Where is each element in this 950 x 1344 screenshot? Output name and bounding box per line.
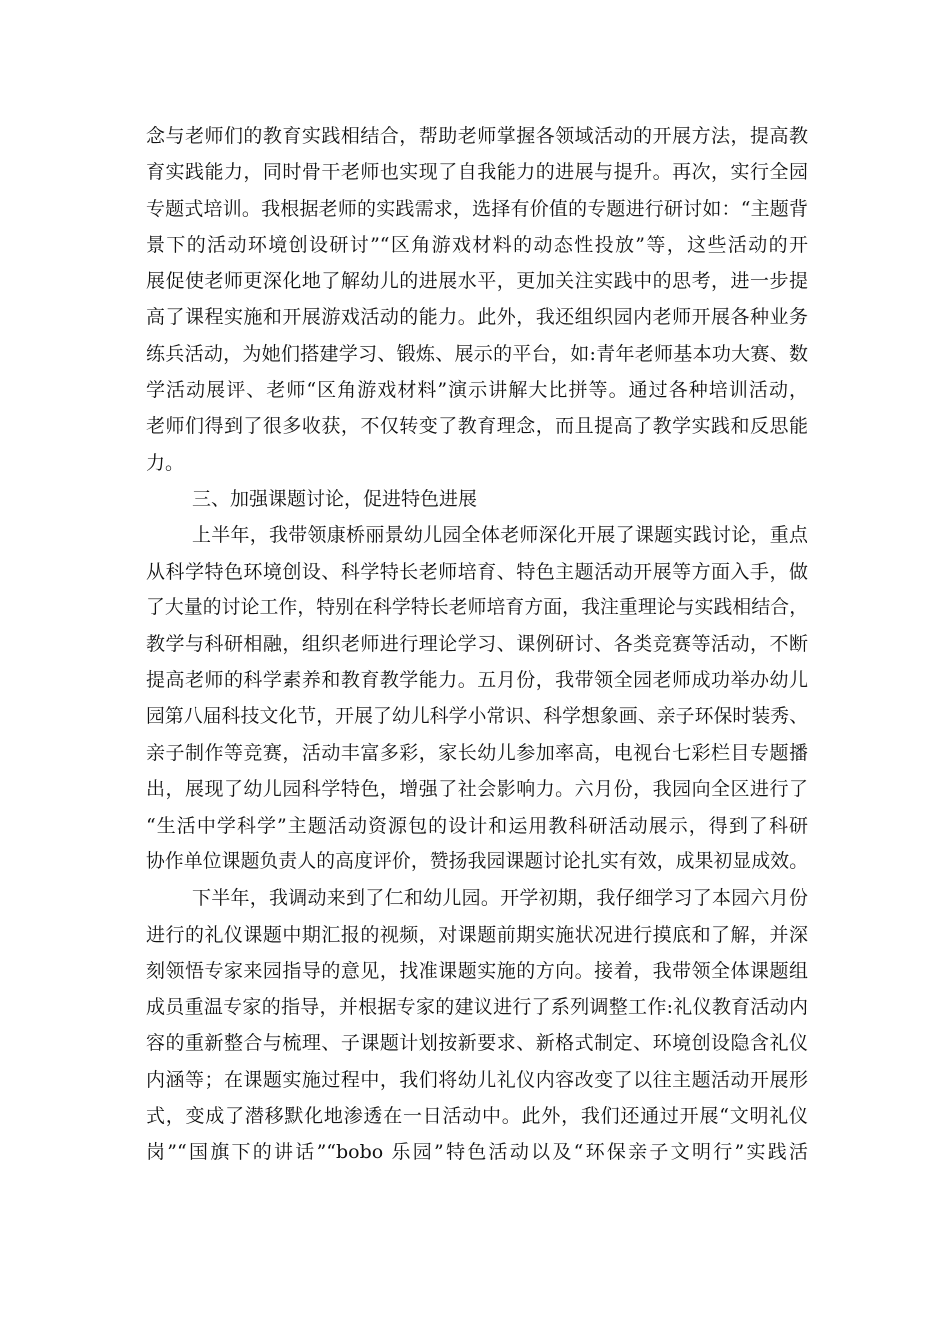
paragraph-first-line: 上半年，我带领康桥丽景幼儿园全体老师深化开展了课题实践讨论，重点	[192, 524, 808, 547]
text-line: 成员重温专家的指导，并根据专家的建议进行了系列调整工作:礼仪教育活动内	[146, 996, 808, 1019]
text-line: 园第八届科技文化节，开展了幼儿科学小常识、科学想象画、亲子环保时装秀、	[146, 705, 808, 727]
text-line: 力。	[146, 451, 185, 474]
text-line: 念与老师们的教育实践相结合，帮助老师掌握各领域活动的开展方法，提高教	[146, 125, 808, 147]
text-line: 高了课程实施和开展游戏活动的能力。此外，我还组织园内老师开展各种业务	[146, 306, 808, 329]
text-line: 内涵等；在课题实施过程中，我们将幼儿礼仪内容改变了以往主题活动开展形	[146, 1068, 808, 1091]
text-line: 岗”“国旗下的讲话”“bobo 乐园”特色活动以及“环保亲子文明行”实践活	[146, 1141, 808, 1164]
text-line: 容的重新整合与梳理、子课题计划按新要求、新格式制定、环境创设隐含礼仪	[146, 1032, 808, 1055]
text-line: 老师们得到了很多收获，不仅转变了教育理念，而且提高了教学实践和反思能	[146, 415, 808, 438]
text-line: 刻领悟专家来园指导的意见，找准课题实施的方向。接着，我带领全体课题组	[146, 959, 808, 982]
text-line: 练兵活动，为她们搭建学习、锻炼、展示的平台，如:青年老师基本功大赛、数	[146, 342, 808, 365]
text-line: 提高老师的科学素养和教育教学能力。五月份，我带领全园老师成功举办幼儿	[146, 669, 808, 692]
text-line: 了大量的讨论工作，特别在科学特长老师培育方面，我注重理论与实践相结合，	[146, 596, 808, 618]
body-text	[146, 118, 808, 1171]
text-line: 亲子制作等竞赛，活动丰富多彩，家长幼儿参加率高，电视台七彩栏目专题播	[146, 742, 808, 765]
text-line: 从科学特色环境创设、科学特长老师培育、特色主题活动开展等方面入手，做	[146, 560, 808, 583]
text-line: 式，变成了潜移默化地渗透在一日活动中。此外，我们还通过开展“文明礼仪	[146, 1105, 808, 1128]
text-line: “生活中学科学”主题活动资源包的设计和运用教科研活动展示，得到了科研	[146, 814, 808, 837]
paragraph-first-line: 下半年，我调动来到了仁和幼儿园。开学初期，我仔细学习了本园六月份	[192, 887, 808, 910]
text-line: 专题式培训。我根据老师的实践需求，选择有价值的专题进行研讨如：“主题背	[146, 197, 808, 220]
paragraph-first-line: 三、加强课题讨论，促进特色进展	[192, 487, 478, 510]
text-line: 教学与科研相融，组织老师进行理论学习、课例研讨、各类竞赛等活动，不断	[146, 633, 808, 656]
text-line: 学活动展评、老师“区角游戏材料”演示讲解大比拼等。通过各种培训活动，	[146, 379, 808, 402]
text-line: 出，展现了幼儿园科学特色，增强了社会影响力。六月份，我园向全区进行了	[146, 778, 808, 801]
text-line: 育实践能力，同时骨干老师也实现了自我能力的进展与提升。再次，实行全园	[146, 161, 808, 184]
text-line: 景下的活动环境创设研讨”“区角游戏材料的动态性投放”等，这些活动的开	[146, 233, 808, 256]
text-line: 协作单位课题负责人的高度评价，赞扬我园课题讨论扎实有效，成果初显成效。	[146, 850, 808, 872]
text-line: 进行的礼仪课题中期汇报的视频，对课题前期实施状况进行摸底和了解，并深	[146, 923, 808, 946]
text-line: 展促使老师更深化地了解幼儿的进展水平，更加关注实践中的思考，进一步提	[146, 270, 808, 293]
